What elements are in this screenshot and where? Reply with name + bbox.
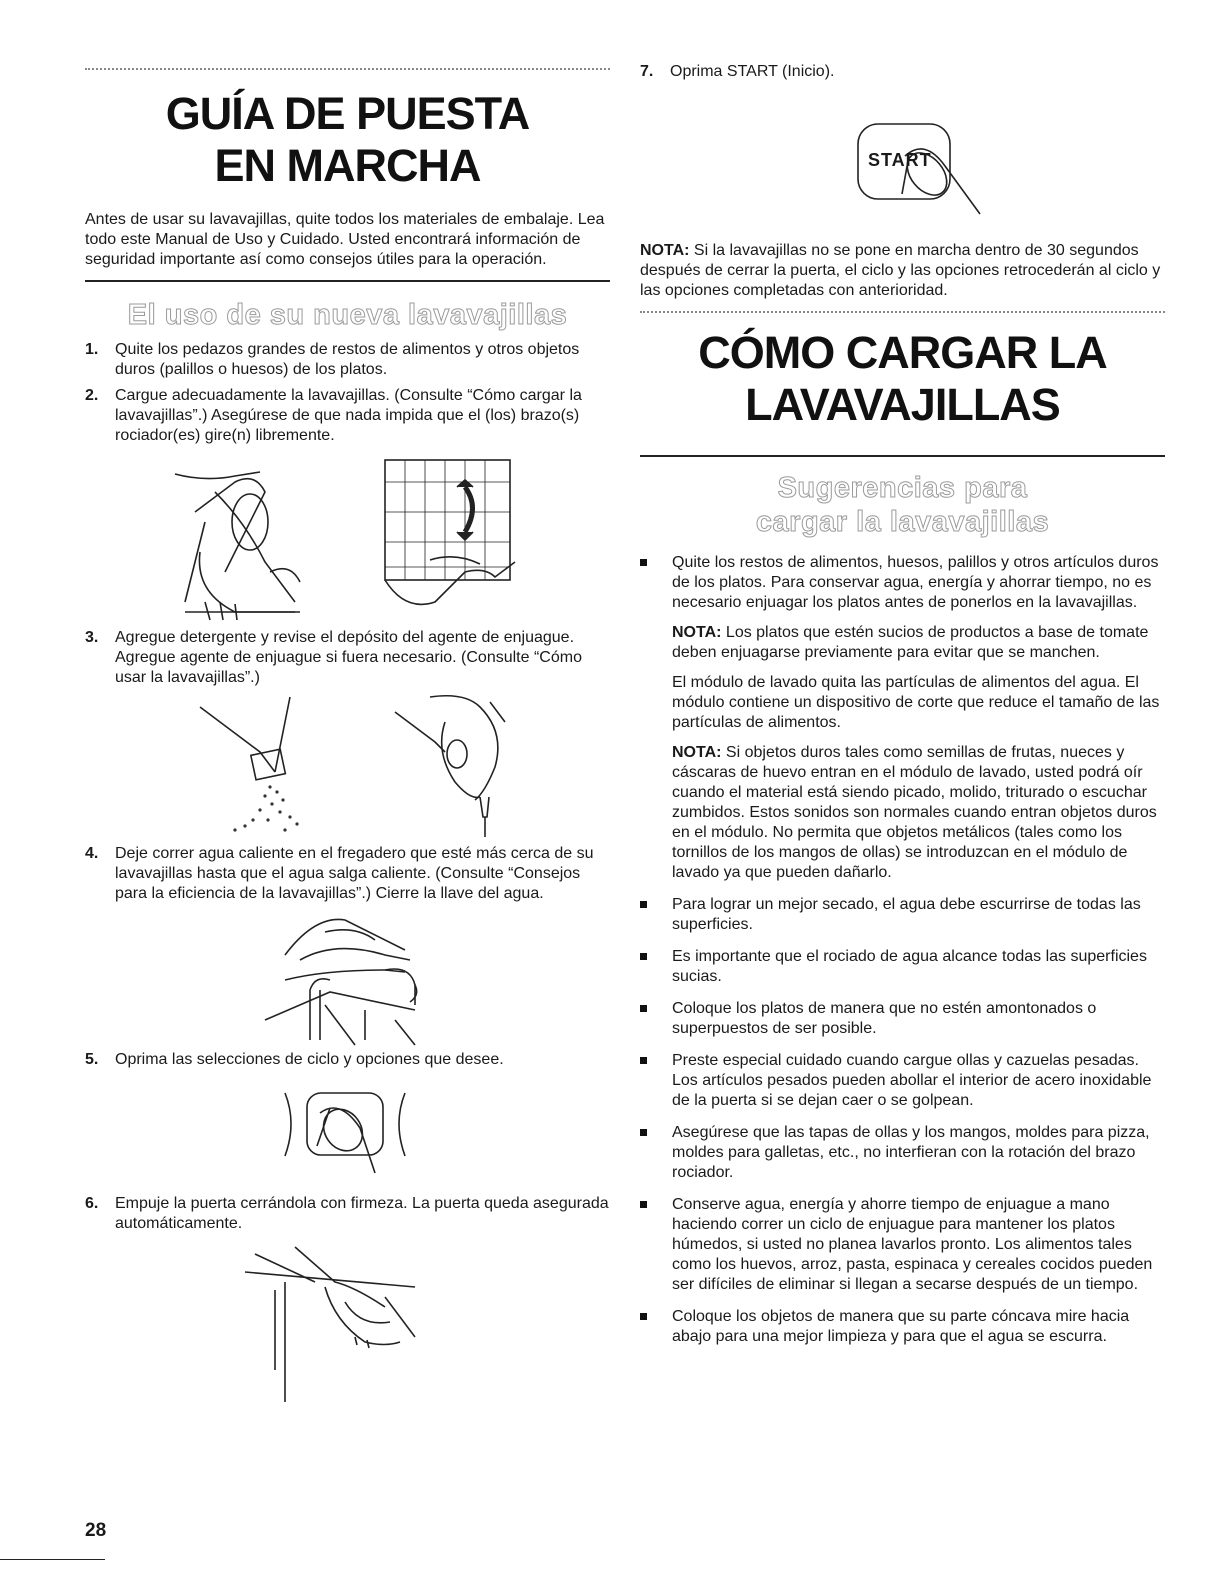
step-number: 3. <box>85 629 99 646</box>
steps-list-3 <box>85 844 610 904</box>
steps-list <box>85 340 610 446</box>
tip-item <box>640 1051 1165 1111</box>
note-text: Si la lavavajillas no se pone en marcha dentro de 30 segundos después de cerrar la puerta, el ciclo y las opciones retrocederán al ciclo y las opciones completadas con anterioridad. <box>640 242 1161 299</box>
start-button-illustration <box>640 86 1165 221</box>
detergent-illustration <box>85 692 610 842</box>
step-4 <box>85 844 610 904</box>
title-line-2: LAVAVAJILLAS <box>745 379 1060 430</box>
tip-text: Conserve agua, energía y ahorre tiempo de enjuague a mano haciendo correr un ciclo de enjuague para mantener los platos húmedos, si usted no planea lavarlos pronto. Los alimentos tales como los huevos, arroz, pasta, espinaca y cereales cocidos pueden ser difíciles de eliminar si llegan a secarse después de un tiempo. <box>672 1196 1153 1293</box>
footer-rule <box>0 1559 105 1560</box>
step-7 <box>640 62 1165 82</box>
note-label: NOTA: <box>640 242 690 259</box>
step-text: Oprima las selecciones de ciclo y opciones que desee. <box>115 1051 504 1068</box>
tips-list <box>640 553 1165 1347</box>
tip-content <box>672 553 1165 883</box>
tip-item <box>640 1123 1165 1183</box>
bullet-square-icon <box>640 553 672 883</box>
section-title: El uso de su nueva lavavajillas <box>127 299 568 331</box>
right-column <box>640 0 1165 1359</box>
tip-item <box>640 553 1165 883</box>
section-main-title <box>640 327 1165 431</box>
page-title <box>85 88 610 192</box>
title-line-1: GUÍA DE PUESTA <box>165 88 530 139</box>
bullet-square-icon <box>640 1123 672 1183</box>
step-number: 6. <box>85 1195 99 1212</box>
note-text: Los platos que estén sucios de productos a base de tomate deben enjuagarse previamente para evitar que se manchen. <box>672 624 1149 661</box>
step-number: 7. <box>640 63 654 80</box>
note-label: NOTA: <box>672 744 722 761</box>
title-line-1: CÓMO CARGAR LA <box>698 327 1107 378</box>
tip-item <box>640 895 1165 935</box>
tip-text: Quite los restos de alimentos, huesos, palillos y otros artículos duros de los platos. Para conservar agua, energía y ahorrar tiempo, no es necesario enjuagar los platos antes de ponerlos en la lavavajillas. <box>672 554 1159 611</box>
dotted-divider <box>85 68 610 74</box>
tip-text: Coloque los platos de manera que no estén amontonados o superpuestos de ser posible. <box>672 1000 1097 1037</box>
steps-list-right <box>640 62 1165 82</box>
step-number: 2. <box>85 387 99 404</box>
start-note <box>640 241 1165 301</box>
tip-text: Preste especial cuidado cuando cargue ollas y cazuelas pesadas. Los artículos pesados pueden abollar el interior de acero inoxidable de la puerta si se dejan caer o se golpean. <box>672 1052 1152 1109</box>
tip-item <box>640 1195 1165 1295</box>
section-rule <box>85 280 610 282</box>
section-title-line-1: Sugerencias para <box>777 472 1028 504</box>
step-5 <box>85 1050 610 1070</box>
step-6 <box>85 1194 610 1234</box>
note-text: Si objetos duros tales como semillas de frutas, nueces y cáscaras de huevo entran en el módulo de lavado, usted podrá oír cuando el material está siendo picado, molido, triturado o escuchar zumbidos. Estos sonidos son normales cuando entran objetos duros en el módulo. No permita que objetos metálicos (tales como los tornillos de los mangos de ollas) se introduzcan en el módulo de lavado ya que pueden dañarlo. <box>672 744 1157 881</box>
door-closing-illustration <box>85 1242 610 1407</box>
tip-text: Coloque los objetos de manera que su parte cóncava mire hacia abajo para una mejor limpieza y para que el agua se escurra. <box>672 1308 1130 1345</box>
tip-item <box>640 999 1165 1039</box>
bullet-square-icon <box>640 999 672 1039</box>
bullet-square-icon <box>640 1195 672 1295</box>
section-title-line-2: cargar la lavavajillas <box>755 506 1050 538</box>
tip-text: Es importante que el rociado de agua alcance todas las superficies sucias. <box>672 948 1147 985</box>
intro-paragraph: Antes de usar su lavavajillas, quite todos los materiales de embalaje. Lea todo este Manual de Uso y Cuidado. Usted encontrará información de seguridad importante así como consejos útiles para la operación. <box>85 211 605 268</box>
step-text: Quite los pedazos grandes de restos de alimentos y otros objetos duros (palillos o huesos) de los platos. <box>115 341 580 378</box>
dotted-divider <box>640 311 1165 317</box>
step-number: 5. <box>85 1051 99 1068</box>
steps-list-5 <box>85 1194 610 1234</box>
left-column <box>85 0 610 1407</box>
step-3 <box>85 628 610 688</box>
bullet-square-icon <box>640 895 672 935</box>
section-title <box>640 471 1165 539</box>
start-button-label: START <box>868 150 932 170</box>
tip-paragraph: El módulo de lavado quita las partículas de alimentos del agua. El módulo contiene un dispositivo de corte que reduce el tamaño de las partículas de alimentos. <box>672 674 1160 731</box>
tip-item <box>640 1307 1165 1347</box>
note-label: NOTA: <box>672 624 722 641</box>
bullet-square-icon <box>640 947 672 987</box>
step-text: Cargue adecuadamente la lavavajillas. (Consulte “Cómo cargar la lavavajillas”.) Asegúrese de que nada impida que el (los) brazo(s) rociador(es) gire(n) libremente. <box>115 387 582 444</box>
step-1 <box>85 340 610 380</box>
tip-text: Asegúrese que las tapas de ollas y los mangos, moldes para pizza, moldes para galletas, etc., no interfieran con la rotación del brazo rociador. <box>672 1124 1150 1181</box>
step-text: Agregue detergente y revise el depósito del agente de enjuague. Agregue agente de enjuague si fuera necesario. (Consulte “Cómo usar la lavavajillas”.) <box>115 629 582 686</box>
step-text: Oprima START (Inicio). <box>670 63 835 80</box>
section-rule <box>640 455 1165 457</box>
step-number: 1. <box>85 341 99 358</box>
bullet-square-icon <box>640 1051 672 1111</box>
steps-list-2 <box>85 628 610 688</box>
step-number: 4. <box>85 845 99 862</box>
tip-text: Para lograr un mejor secado, el agua debe escurrirse de todas las superficies. <box>672 896 1141 933</box>
title-line-2: EN MARCHA <box>214 140 481 191</box>
scrape-and-load-illustration <box>85 452 610 624</box>
faucet-illustration <box>85 910 610 1048</box>
step-text: Empuje la puerta cerrándola con firmeza. La puerta queda asegurada automáticamente. <box>115 1195 609 1232</box>
steps-list-4 <box>85 1050 610 1070</box>
tip-note <box>672 623 1165 663</box>
cycle-buttons-illustration <box>85 1078 610 1188</box>
tip-note <box>672 743 1165 883</box>
page-number: 28 <box>85 1520 107 1541</box>
step-text: Deje correr agua caliente en el fregadero que esté más cerca de su lavavajillas hasta que el agua salga caliente. (Consulte “Consejos para la eficiencia de la lavavajillas”.) Cierre la llave del agua. <box>115 845 594 902</box>
tip-item <box>640 947 1165 987</box>
step-2 <box>85 386 610 446</box>
bullet-square-icon <box>640 1307 672 1347</box>
